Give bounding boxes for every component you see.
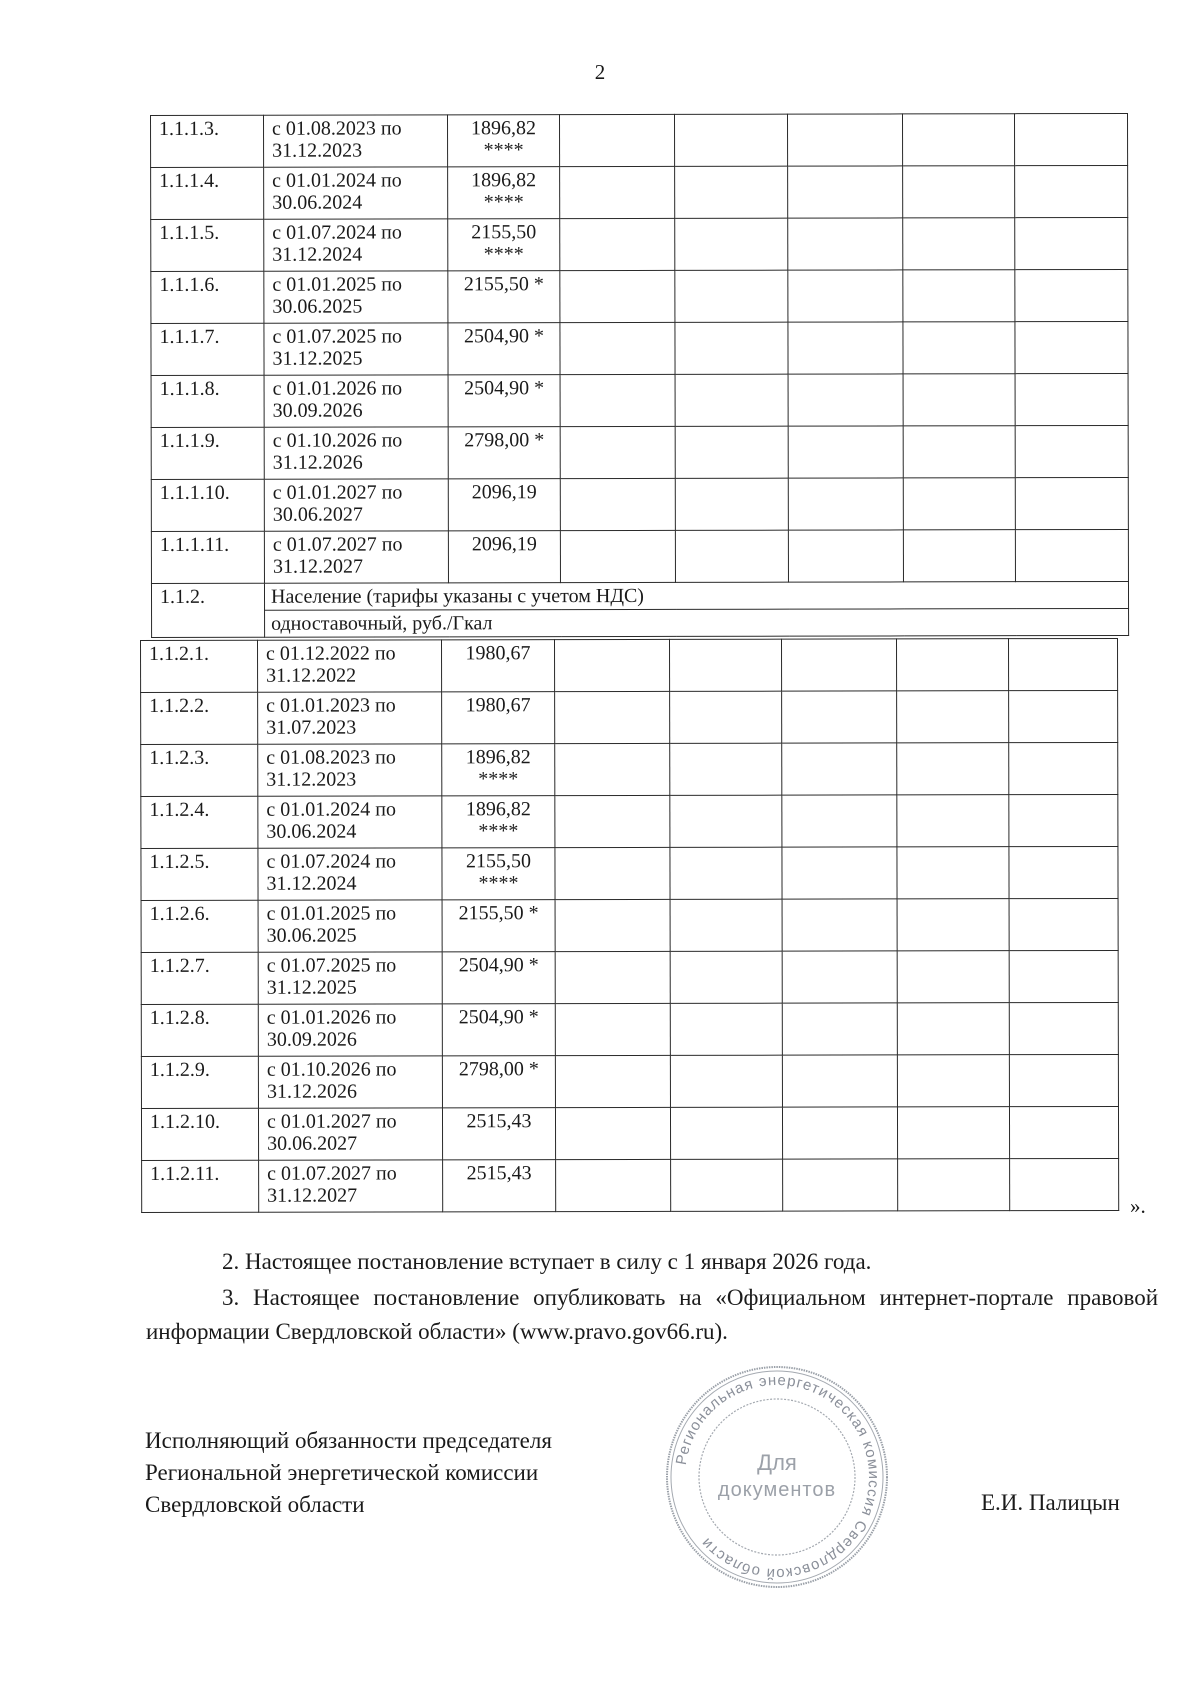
empty-cell: [560, 218, 675, 270]
empty-cell: [782, 899, 897, 951]
empty-cell: [1015, 477, 1128, 529]
tariff-value: 2504,90 *: [464, 377, 545, 400]
period-start: с 01.01.2023 по: [266, 694, 396, 717]
period-end: 31.12.2025: [266, 976, 357, 999]
tariff-value: 2096,19: [471, 533, 537, 556]
empty-cell: [675, 322, 788, 374]
row-number: 1.1.1.11.: [151, 531, 264, 583]
empty-cell: [675, 374, 788, 426]
tariff-value: 2096,19: [471, 481, 537, 504]
table-row: [142, 1158, 1119, 1212]
empty-cell: [555, 639, 670, 691]
empty-cell: [1009, 846, 1118, 898]
row-number: 1.1.2.9.: [141, 1056, 258, 1108]
empty-cell: [675, 270, 788, 322]
signature-line-3: Свердловской области: [145, 1492, 365, 1517]
tariff-footnote-mark: ****: [483, 243, 524, 266]
empty-cell: [560, 114, 675, 166]
period-end: 31.12.2027: [267, 1184, 358, 1207]
tariff-footnote-mark: ****: [478, 872, 519, 895]
empty-cell: [675, 218, 788, 270]
empty-cell: [675, 166, 788, 218]
period-end: 31.12.2023: [266, 768, 357, 791]
row-period: [258, 692, 442, 744]
row-period: [264, 115, 448, 167]
row-period: [264, 323, 448, 375]
tariff-value: 2155,50 *: [458, 902, 539, 925]
period-start: с 01.01.2027 по: [272, 481, 403, 504]
row-period: [264, 531, 448, 583]
row-period: [259, 1160, 443, 1212]
row-number: 1.1.2.6.: [141, 900, 258, 952]
empty-cell: [675, 530, 788, 582]
paragraph-publication: 3. Настоящее постановление опубликовать на «Официальном интернет-портале правовой информации Свердловской области» (www.pravo.gov66.ru).: [146, 1285, 1158, 1344]
section-number: 1.1.2.: [151, 583, 264, 637]
section-row: [151, 581, 1128, 610]
empty-cell: [670, 691, 782, 743]
row-number: 1.1.1.10.: [151, 479, 264, 531]
empty-cell: [1015, 425, 1128, 477]
row-tariff: [448, 479, 560, 531]
row-tariff: [448, 167, 560, 219]
empty-cell: [902, 114, 1014, 166]
empty-cell: [788, 374, 903, 426]
row-period: [258, 796, 442, 848]
row-tariff: [442, 796, 555, 848]
empty-cell: [897, 951, 1009, 1003]
period-end: 31.12.2026: [266, 1080, 357, 1103]
row-period: [258, 1004, 442, 1056]
table-row: [141, 638, 1118, 692]
tariff-table-top: [150, 113, 1129, 638]
empty-cell: [670, 795, 782, 847]
empty-cell: [1008, 638, 1117, 690]
table-row: [141, 1002, 1118, 1056]
row-number: 1.1.2.1.: [141, 640, 258, 692]
row-period: [258, 848, 442, 900]
row-tariff: [442, 1004, 555, 1056]
tariff-value: 2155,50: [471, 221, 537, 244]
row-number: 1.1.1.7.: [151, 323, 264, 375]
empty-cell: [903, 218, 1015, 270]
empty-cell: [787, 114, 902, 166]
period-end: 31.12.2023: [272, 139, 363, 162]
row-number: 1.1.2.2.: [141, 692, 258, 744]
empty-cell: [670, 899, 782, 951]
empty-cell: [782, 743, 897, 795]
table-row: [151, 165, 1128, 219]
row-number: 1.1.1.4.: [151, 167, 264, 219]
empty-cell: [897, 795, 1009, 847]
empty-cell: [555, 795, 670, 847]
signature-title: [145, 1425, 552, 1521]
empty-cell: [675, 426, 788, 478]
period-end: 30.09.2026: [272, 399, 363, 422]
empty-cell: [555, 847, 670, 899]
row-number: 1.1.1.9.: [151, 427, 264, 479]
period-start: с 01.07.2025 по: [266, 954, 397, 977]
row-tariff: [442, 848, 555, 900]
empty-cell: [783, 1159, 898, 1211]
section-title: Население (тарифы указаны с учетом НДС): [264, 581, 1128, 610]
empty-cell: [671, 1159, 783, 1211]
row-tariff: [448, 375, 560, 427]
row-tariff: [442, 900, 555, 952]
row-tariff: [442, 1056, 555, 1108]
row-number: 1.1.2.7.: [141, 952, 258, 1004]
row-period: [264, 479, 448, 531]
tariff-value: 2798,00 *: [458, 1058, 539, 1081]
official-stamp: [662, 1362, 892, 1592]
empty-cell: [782, 691, 897, 743]
empty-cell: [782, 1055, 897, 1107]
row-period: [264, 219, 448, 271]
row-period: [264, 427, 448, 479]
period-end: 30.06.2024: [266, 820, 357, 843]
row-tariff: [442, 692, 555, 744]
period-start: с 01.01.2025 по: [266, 902, 397, 925]
tariff-table-bottom: [140, 638, 1119, 1213]
empty-cell: [782, 1107, 897, 1159]
row-tariff: [442, 952, 555, 1004]
paragraph-effective-date: 2. Настоящее постановление вступает в силу с 1 января 2026 года.: [222, 1249, 872, 1274]
empty-cell: [903, 166, 1015, 218]
empty-cell: [1014, 113, 1127, 165]
empty-cell: [556, 1159, 671, 1211]
row-tariff: [448, 323, 560, 375]
empty-cell: [555, 899, 670, 951]
empty-cell: [555, 743, 670, 795]
stamp-center-line-2: документов: [717, 1479, 837, 1501]
row-number: 1.1.2.11.: [142, 1160, 259, 1212]
table-row: [151, 113, 1128, 167]
stamp-center-line-1: Для: [757, 1450, 797, 1475]
empty-cell: [1015, 217, 1128, 269]
empty-cell: [560, 426, 675, 478]
empty-cell: [555, 691, 670, 743]
period-start: с 01.01.2027 по: [266, 1110, 397, 1133]
period-end: 30.06.2025: [266, 924, 357, 947]
row-tariff: [443, 1160, 556, 1212]
period-start: с 01.01.2025 по: [272, 273, 402, 296]
empty-cell: [670, 847, 782, 899]
period-end: 31.12.2022: [266, 664, 357, 687]
empty-cell: [1009, 1002, 1118, 1054]
signature-line-1: Исполняющий обязанности председателя: [145, 1428, 552, 1453]
period-start: с 01.07.2025 по: [272, 325, 403, 348]
row-period: [264, 271, 448, 323]
period-end: 31.12.2024: [266, 872, 357, 895]
table-row: [151, 529, 1128, 583]
period-end: 31.07.2023: [266, 716, 357, 739]
empty-cell: [560, 322, 675, 374]
tariff-footnote-mark: ****: [483, 191, 524, 214]
empty-cell: [560, 374, 675, 426]
empty-cell: [903, 374, 1015, 426]
row-period: [258, 1056, 442, 1108]
period-start: с 01.07.2024 по: [272, 221, 402, 244]
empty-cell: [670, 1003, 782, 1055]
empty-cell: [782, 847, 897, 899]
empty-cell: [788, 218, 903, 270]
empty-cell: [788, 426, 903, 478]
row-number: 1.1.2.10.: [141, 1108, 258, 1160]
empty-cell: [897, 847, 1009, 899]
empty-cell: [898, 1159, 1010, 1211]
period-start: с 01.10.2026 по: [266, 1058, 397, 1081]
signature-name: Е.И. Палицын: [981, 1490, 1120, 1515]
tariff-value: 2798,00 *: [464, 429, 545, 452]
row-period: [258, 900, 442, 952]
empty-cell: [903, 530, 1015, 582]
empty-cell: [555, 1055, 670, 1107]
empty-cell: [669, 639, 781, 691]
table-row: [141, 742, 1118, 796]
empty-cell: [903, 270, 1015, 322]
table-row: [141, 950, 1118, 1004]
tariff-value: 1980,67: [465, 642, 531, 665]
empty-cell: [555, 1107, 670, 1159]
period-end: 31.12.2026: [272, 451, 363, 474]
tariff-value: 2504,90 *: [463, 325, 544, 348]
empty-cell: [1009, 794, 1118, 846]
tariff-value: 1896,82: [471, 117, 537, 140]
period-start: с 01.08.2023 по: [272, 117, 402, 140]
period-end: 30.09.2026: [266, 1028, 357, 1051]
empty-cell: [1015, 269, 1128, 321]
empty-cell: [560, 166, 675, 218]
row-number: 1.1.2.5.: [141, 848, 258, 900]
period-end: 30.06.2024: [272, 191, 363, 214]
row-tariff: [442, 744, 555, 796]
empty-cell: [1009, 690, 1118, 742]
table-row: [141, 898, 1118, 952]
empty-cell: [782, 795, 897, 847]
empty-cell: [1009, 742, 1118, 794]
table-row: [151, 477, 1128, 531]
period-start: с 01.01.2024 по: [272, 169, 402, 192]
empty-cell: [560, 478, 675, 530]
period-start: с 01.10.2026 по: [272, 429, 403, 452]
empty-cell: [782, 1003, 897, 1055]
table-row: [141, 690, 1118, 744]
period-end: 31.12.2025: [272, 347, 363, 370]
empty-cell: [782, 951, 897, 1003]
tariff-value: 1980,67: [465, 694, 531, 717]
section-subtitle-row: [152, 608, 1129, 637]
empty-cell: [1010, 1158, 1119, 1210]
empty-cell: [670, 951, 782, 1003]
period-end: 31.12.2024: [272, 243, 363, 266]
tariff-footnote-mark: ****: [478, 768, 519, 791]
empty-cell: [675, 478, 788, 530]
tariff-value: 2504,90 *: [458, 954, 539, 977]
empty-cell: [788, 322, 903, 374]
period-end: 30.06.2025: [272, 295, 363, 318]
row-tariff: [448, 427, 560, 479]
row-period: [258, 952, 442, 1004]
row-tariff: [448, 219, 560, 271]
row-number: 1.1.1.6.: [151, 271, 264, 323]
row-number: 1.1.1.5.: [151, 219, 264, 271]
row-number: 1.1.2.3.: [141, 744, 258, 796]
empty-cell: [903, 322, 1015, 374]
empty-cell: [560, 530, 675, 582]
empty-cell: [670, 1055, 782, 1107]
empty-cell: [674, 114, 787, 166]
empty-cell: [1009, 1106, 1118, 1158]
tariff-value: 2515,43: [466, 1162, 532, 1185]
empty-cell: [1015, 321, 1128, 373]
tariff-value: 2515,43: [466, 1110, 532, 1133]
table-row: [141, 794, 1118, 848]
table-row: [151, 269, 1128, 323]
empty-cell: [896, 639, 1008, 691]
row-tariff: [448, 271, 560, 323]
period-start: с 01.01.2026 по: [266, 1006, 397, 1029]
section-subtitle: одноставочный, руб./Гкал: [265, 608, 1129, 637]
table-row: [151, 217, 1128, 271]
empty-cell: [1015, 373, 1128, 425]
svg-text:Региональная энергетическая ко: [673, 1372, 882, 1582]
row-tariff: [448, 115, 560, 167]
row-number: 1.1.1.3.: [151, 115, 264, 167]
tariff-value: 1896,82: [465, 798, 531, 821]
closing-quote: ».: [1130, 1194, 1146, 1218]
empty-cell: [560, 270, 675, 322]
empty-cell: [1009, 1054, 1118, 1106]
tariff-value: 1896,82: [471, 169, 537, 192]
empty-cell: [670, 1107, 782, 1159]
table-row: [151, 373, 1128, 427]
empty-cell: [555, 951, 670, 1003]
period-start: с 01.01.2024 по: [266, 798, 396, 821]
empty-cell: [903, 426, 1015, 478]
empty-cell: [555, 1003, 670, 1055]
empty-cell: [781, 639, 896, 691]
table-row: [151, 425, 1128, 479]
empty-cell: [788, 530, 903, 582]
page-number: 2: [594, 60, 606, 84]
signature-line-2: Региональной энергетической комиссии: [145, 1460, 539, 1485]
empty-cell: [897, 691, 1009, 743]
tariff-value: 2504,90 *: [458, 1006, 539, 1029]
empty-cell: [788, 270, 903, 322]
empty-cell: [897, 1107, 1009, 1159]
empty-cell: [897, 1003, 1009, 1055]
period-end: 30.06.2027: [272, 503, 363, 526]
empty-cell: [670, 743, 782, 795]
row-period: [258, 744, 442, 796]
row-tariff: [442, 640, 555, 692]
tariff-value: 2155,50 *: [463, 273, 544, 296]
empty-cell: [897, 899, 1009, 951]
row-number: 1.1.2.8.: [141, 1004, 258, 1056]
row-tariff: [448, 531, 560, 583]
row-tariff: [442, 1108, 555, 1160]
empty-cell: [903, 478, 1015, 530]
empty-cell: [1009, 950, 1118, 1002]
row-period: [258, 640, 442, 692]
period-start: с 01.12.2022 по: [266, 642, 396, 665]
row-number: 1.1.2.4.: [141, 796, 258, 848]
table-row: [141, 846, 1118, 900]
tariff-footnote-mark: ****: [483, 139, 524, 162]
table-row: [141, 1054, 1118, 1108]
empty-cell: [1009, 898, 1118, 950]
period-end: 31.12.2027: [272, 555, 363, 578]
empty-cell: [897, 743, 1009, 795]
period-start: с 01.07.2024 по: [266, 850, 397, 873]
table-row: [141, 1106, 1118, 1160]
row-period: [264, 375, 448, 427]
row-period: [258, 1108, 442, 1160]
period-end: 30.06.2027: [267, 1132, 358, 1155]
period-start: с 01.08.2023 по: [266, 746, 396, 769]
empty-cell: [1015, 529, 1128, 581]
period-start: с 01.07.2027 по: [272, 533, 403, 556]
tariff-value: 2155,50: [465, 850, 531, 873]
period-start: с 01.07.2027 по: [267, 1162, 397, 1185]
row-number: 1.1.1.8.: [151, 375, 264, 427]
empty-cell: [788, 478, 903, 530]
tariff-value: 1896,82: [465, 746, 531, 769]
row-period: [264, 167, 448, 219]
empty-cell: [1015, 165, 1128, 217]
stamp-ring-text: Региональная энергетическая комиссия Свердловской области: [672, 1371, 883, 1583]
table-row: [151, 321, 1128, 375]
empty-cell: [897, 1055, 1009, 1107]
tariff-footnote-mark: ****: [478, 820, 519, 843]
empty-cell: [788, 166, 903, 218]
period-start: с 01.01.2026 по: [272, 377, 403, 400]
